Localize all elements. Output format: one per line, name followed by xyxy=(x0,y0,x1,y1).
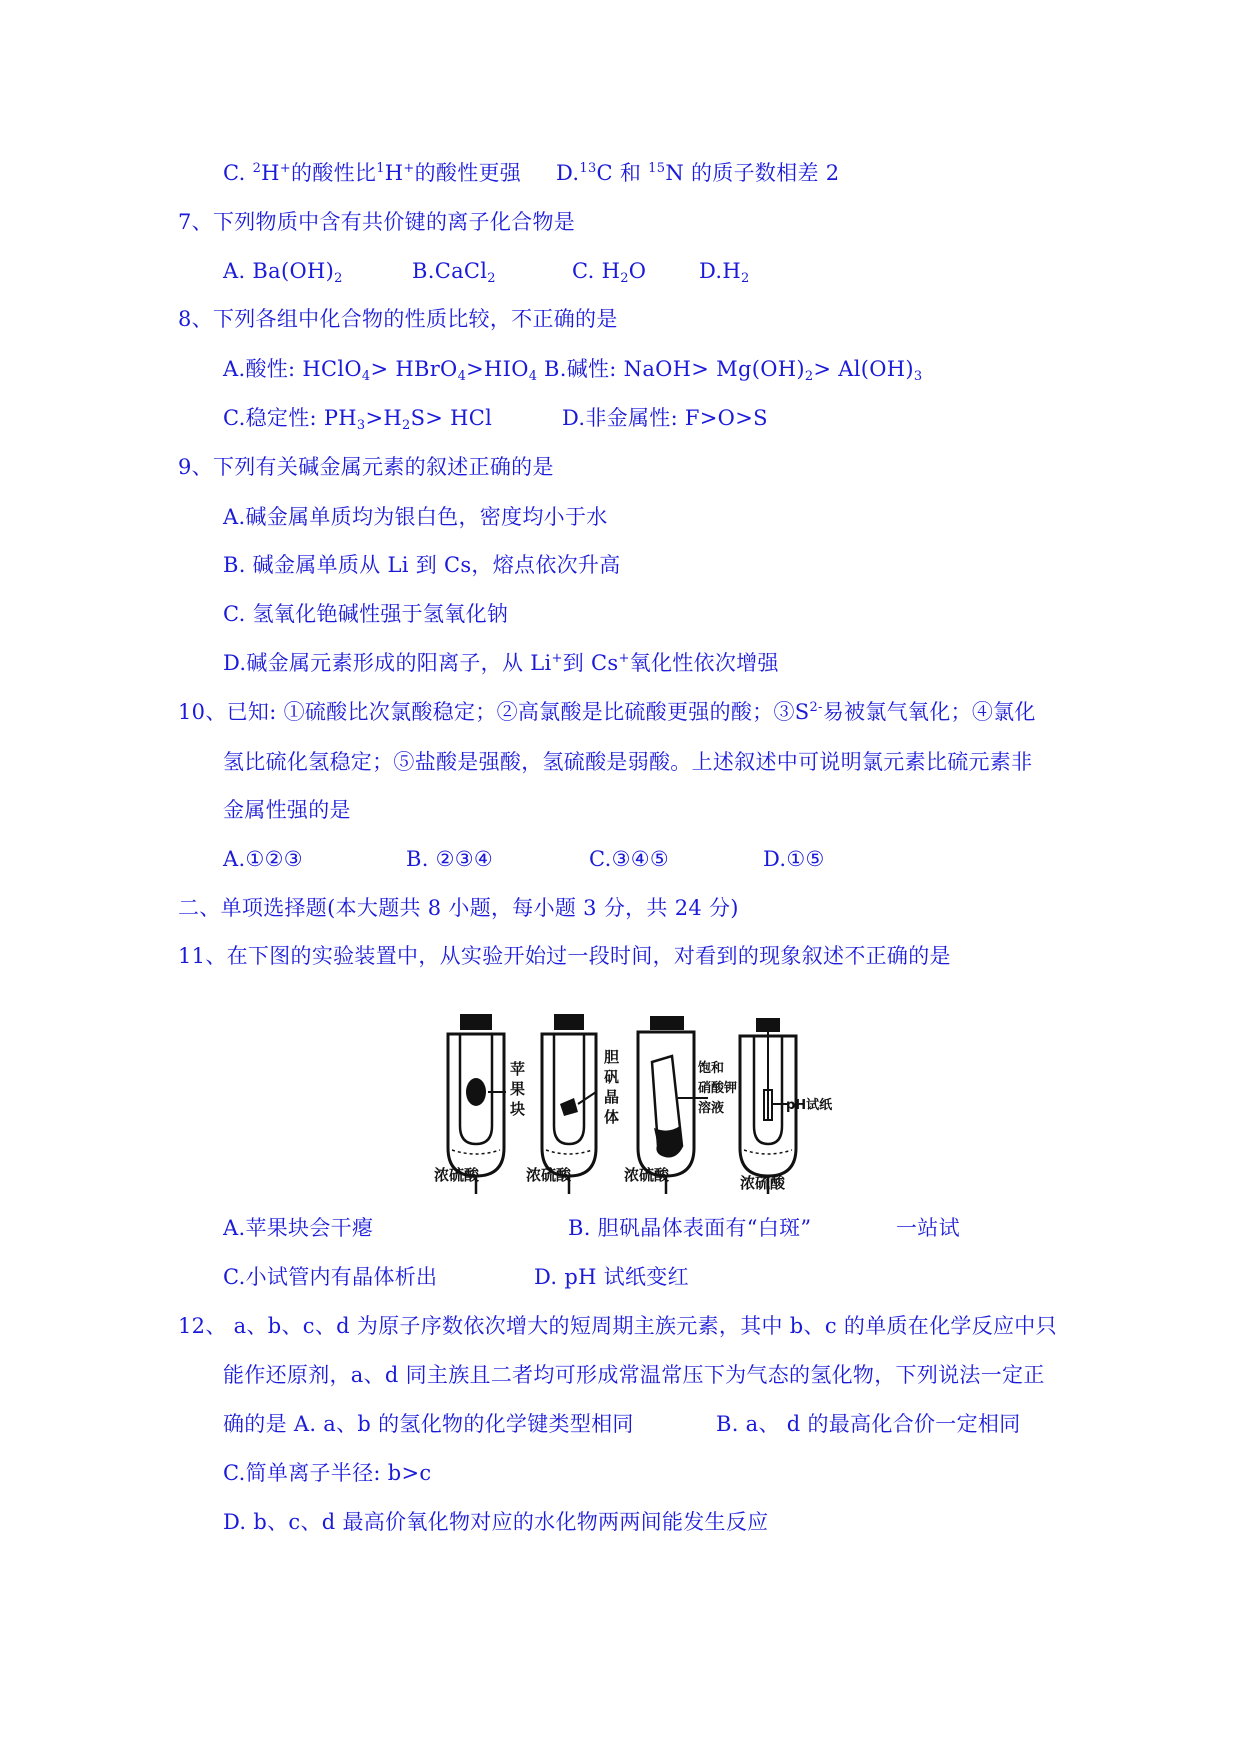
q11-option-a: A.苹果块会干瘪 xyxy=(223,1216,374,1240)
experiment-figure xyxy=(428,1008,868,1208)
q11-option-d: D. pH 试纸变红 xyxy=(534,1265,689,1289)
q12-stem-line3: 确的是 A. a、b 的氢化物的化学键类型相同 xyxy=(223,1412,634,1436)
q11-option-c: C.小试管内有晶体析出 xyxy=(223,1265,438,1289)
q10-option-d: D.①⑤ xyxy=(763,847,825,871)
label-vitriol-1: 胆 xyxy=(604,1048,620,1066)
q7-option-d: $D.H_2$ xyxy=(699,259,750,286)
q11-stem: 11、在下图的实验装置中，从实验开始过一段时间，对看到的现象叙述不正确的是 xyxy=(178,944,951,968)
q11-option-b: B. 胆矾晶体表面有“白斑” xyxy=(568,1216,812,1240)
label-apple-1: 苹 xyxy=(510,1060,526,1078)
section-2-heading: 二、单项选择题(本大题共 8 小题，每小题 3 分，共 24 分) xyxy=(178,896,739,920)
q6-option-d: D.$^{13}$C 和 $^{15}$N 的质子数相差 2 xyxy=(556,161,840,185)
q12-option-c: C.简单离子半径: b>c xyxy=(223,1461,432,1485)
q9-option-d: D.碱金属元素形成的阳离子，从 Li+到 Cs+氧化性依次增强 xyxy=(223,651,779,675)
label-acid-2: 浓硫酸 xyxy=(526,1166,572,1184)
q7-option-b: B.CaCl$_2$ xyxy=(412,259,496,286)
q10-stem-line1: 10、已知: ①硫酸比次氯酸稳定；②高氯酸是比硫酸更强的酸；$③S^{2-}$易被氯气氧化；④氯化 xyxy=(178,700,1036,724)
q9-option-a: A.碱金属单质均为银白色，密度均小于水 xyxy=(223,505,608,529)
q10-stem-line3: 金属性强的是 xyxy=(223,798,351,822)
tube-ph-paper xyxy=(740,1018,833,1194)
q7-option-a: A. $Ba(OH)_2$ xyxy=(223,259,343,286)
q9-option-b: B. 碱金属单质从 Li 到 Cs，熔点依次升高 xyxy=(223,553,621,577)
label-kno3-1: 饱和 xyxy=(698,1061,725,1076)
q12-stem-line1: 12、 a、b、c、d 为原子序数依次增大的短周期主族元素，其中 b、c 的单质在化学反应中只 xyxy=(178,1314,1057,1338)
watermark-text: 一站试 xyxy=(896,1216,960,1240)
q12-stem-line2: 能作还原剂，a、d 同主族且二者均可形成常温常压下为气态的氢化物，下列说法一定正 xyxy=(223,1363,1045,1387)
q10-stem-line2: 氢比硫化氢稳定；⑤盐酸是强酸，氢硫酸是弱酸。上述叙述中可说明氯元素比硫元素非 xyxy=(223,750,1033,774)
q8-stem: 8、下列各组中化合物的性质比较，不正确的是 xyxy=(178,307,618,331)
q12-option-d: D. b、c、d 最高价氧化物对应的水化物两两间能发生反应 xyxy=(223,1510,769,1534)
label-ph-paper: pH试纸 xyxy=(786,1098,833,1113)
label-vitriol-2: 矾 xyxy=(604,1068,620,1086)
label-apple-2: 果 xyxy=(510,1080,526,1098)
q9-option-c: C. 氢氧化铯碱性强于氢氧化钠 xyxy=(223,602,509,626)
q10-option-a: A.①②③ xyxy=(223,847,303,871)
label-vitriol-3: 晶 xyxy=(604,1088,620,1106)
q10-option-c: C.③④⑤ xyxy=(589,847,669,871)
label-acid-4: 浓硫酸 xyxy=(740,1174,786,1192)
q8-option-d: D.非金属性: F>O>S xyxy=(562,406,768,430)
label-kno3-2: 硝酸钾 xyxy=(698,1081,738,1096)
label-apple-3: 块 xyxy=(510,1100,526,1118)
label-kno3-3: 溶液 xyxy=(698,1101,725,1116)
label-vitriol-4: 体 xyxy=(604,1108,620,1126)
q7-option-c: C. $H_2O$ xyxy=(572,259,647,286)
q8-option-c: C.稳定性: $PH_3>H_2S>$ HCl xyxy=(223,406,493,433)
q8-option-a: A.酸性: HClO$_4$> $HBrO_4>HIO_4$ xyxy=(223,357,538,384)
q7-stem: 7、下列物质中含有共价键的离子化合物是 xyxy=(178,210,576,234)
q6-option-c: C. $^2$H+的酸性比$^1$H+的酸性更强 xyxy=(223,161,522,185)
label-acid-3: 浓硫酸 xyxy=(624,1166,670,1184)
q9-stem: 9、下列有关碱金属元素的叙述正确的是 xyxy=(178,455,554,479)
q8-option-b: B.碱性: NaOH> $Mg(OH)_2> Al(OH)_3$ xyxy=(544,357,923,384)
q10-option-b: B. ②③④ xyxy=(406,847,494,871)
label-acid-1: 浓硫酸 xyxy=(434,1166,480,1184)
q12-option-b: B. a、 d 的最高化合价一定相同 xyxy=(716,1412,1021,1436)
